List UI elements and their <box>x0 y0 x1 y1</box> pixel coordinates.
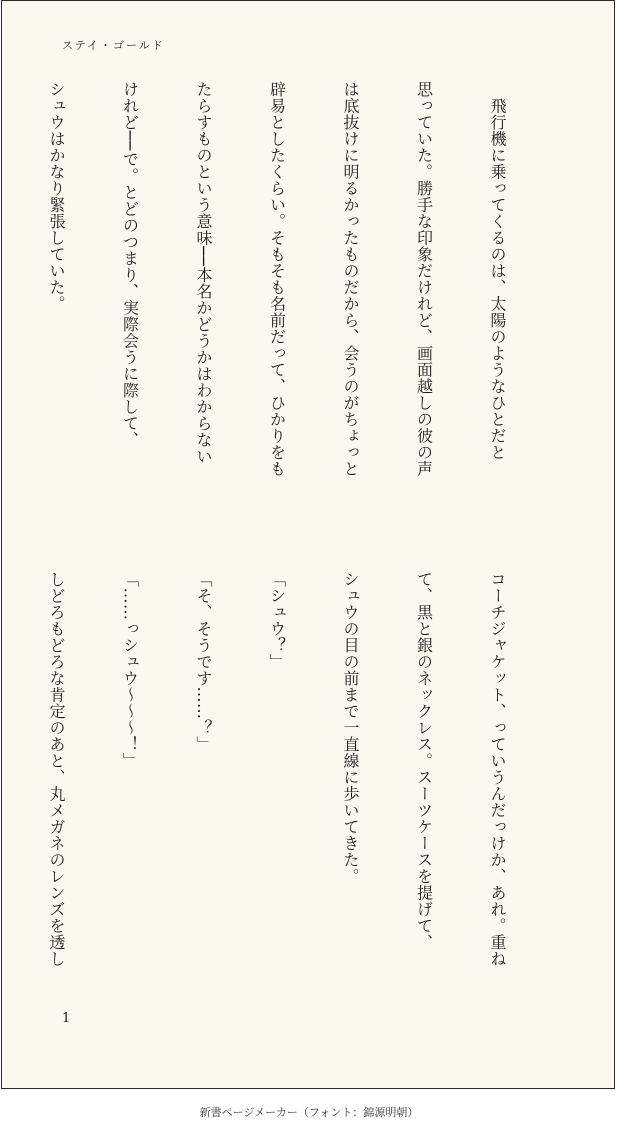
text-line: 辟易としたくらい。そもそも名前だって、ひかりをも <box>267 81 287 477</box>
text-line: しどろもどろな肯定のあと、丸メガネのレンズを透し <box>47 571 66 967</box>
text-block-top <box>1 81 558 533</box>
footer-credit: 新書ページメーカー（フォント：錦源明朝） <box>199 1106 419 1119</box>
text-block-bottom <box>1 571 558 1023</box>
text-line: コーチジャケット、っていうんだっけか、あれ。重ね <box>488 571 507 967</box>
running-title: ステイ・ゴールド <box>62 39 165 52</box>
text-line: シュウの目の前まで一直線に歩いてきた。 <box>341 571 360 885</box>
text-line: 「シュウ？」 <box>267 571 287 670</box>
text-line: 「そ、そうです……？」 <box>194 571 213 753</box>
text-line: 「……っシュウ〜〜〜！」 <box>120 571 140 769</box>
text-line: シュウはかなり緊張していた。 <box>47 81 66 312</box>
text-line: 飛行機に乗ってくるのは、太陽のようなひとだと <box>488 81 507 461</box>
book-page <box>1 0 615 1089</box>
text-line: は底抜けに明るかったものだから、会うのがちょっと <box>341 81 360 477</box>
text-line: けれど──で。とどのつまり、実際会うに際して、 <box>120 81 140 448</box>
page-number: 1 <box>62 1011 71 1026</box>
text-line: たらすものという意味──本名かどうかはわからない <box>194 81 213 465</box>
text-line: て、黒と銀のネックレス。スーツケースを提げて、 <box>414 571 434 951</box>
text-line: 思っていた。勝手な印象だけれど、画面越しの彼の声 <box>414 81 434 477</box>
